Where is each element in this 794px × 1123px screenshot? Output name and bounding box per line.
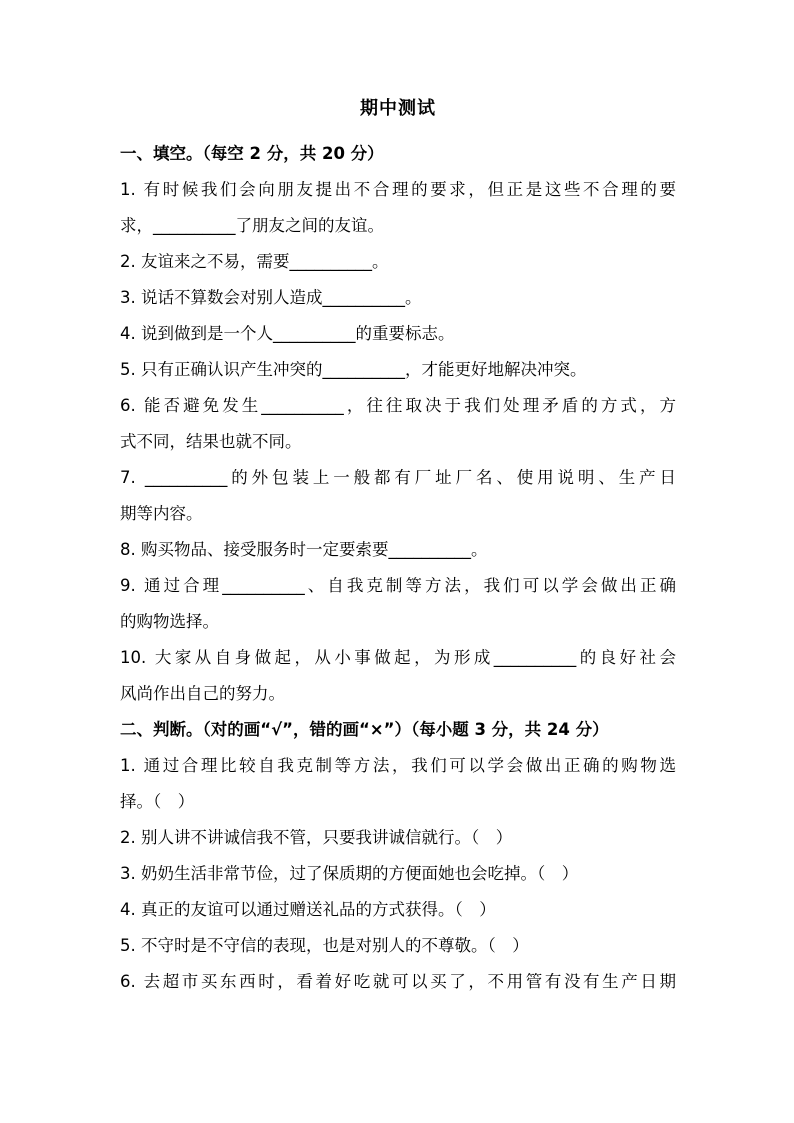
question-line: 10. 大家从自身做起，从小事做起，为形成__________的良好社会 [120, 648, 676, 667]
question-line: 风尚作出自己的努力。 [120, 684, 285, 703]
question-line: 式不同，结果也就不同。 [120, 432, 302, 451]
question-line: 6. 去超市买东西时，看着好吃就可以买了，不用管有没有生产日期 [120, 972, 676, 991]
question-line: 择。（ ） [120, 792, 195, 811]
question-line: 1. 通过合理比较自我克制等方法，我们可以学会做出正确的购物选 [120, 756, 676, 775]
page-title: 期中测试 [360, 98, 436, 119]
question-line: 5. 只有正确认识产生冲突的__________，才能更好地解决冲突。 [120, 360, 587, 379]
question-line: 1. 有时候我们会向朋友提出不合理的要求，但正是这些不合理的要 [120, 180, 676, 199]
question-line: 求，__________了朋友之间的友谊。 [120, 216, 384, 235]
question-line: 2. 友谊来之不易，需要__________。 [120, 252, 389, 271]
question-line: 7. __________的外包装上一般都有厂址厂名、使用说明、生产日 [120, 468, 676, 487]
question-line: 9. 通过合理__________、自我克制等方法，我们可以学会做出正确 [120, 576, 676, 595]
section-2-heading: 二、判断。（对的画“√”，错的画“×”）（每小题 3 分，共 24 分） [120, 720, 609, 739]
question-line: 4. 说到做到是一个人__________的重要标志。 [120, 324, 455, 343]
question-line: 2. 别人讲不讲诚信我不管，只要我讲诚信就行。（ ） [120, 828, 513, 847]
question-line: 的购物选择。 [120, 612, 219, 631]
question-line: 8. 购买物品、接受服务时一定要索要__________。 [120, 540, 488, 559]
question-line: 期等内容。 [120, 504, 203, 523]
question-line: 3. 说话不算数会对别人造成__________。 [120, 288, 422, 307]
section-1-heading: 一、填空。（每空 2 分，共 20 分） [120, 144, 384, 163]
question-line: 3. 奶奶生活非常节俭，过了保质期的方便面她也会吃掉。（ ） [120, 864, 579, 883]
question-line: 6. 能否避免发生__________，往往取决于我们处理矛盾的方式，方 [120, 396, 676, 415]
question-line: 4. 真正的友谊可以通过赠送礼品的方式获得。（ ） [120, 900, 496, 919]
exam-page [120, 96, 676, 1000]
question-line: 5. 不守时是不守信的表现，也是对别人的不尊敬。（ ） [120, 936, 529, 955]
